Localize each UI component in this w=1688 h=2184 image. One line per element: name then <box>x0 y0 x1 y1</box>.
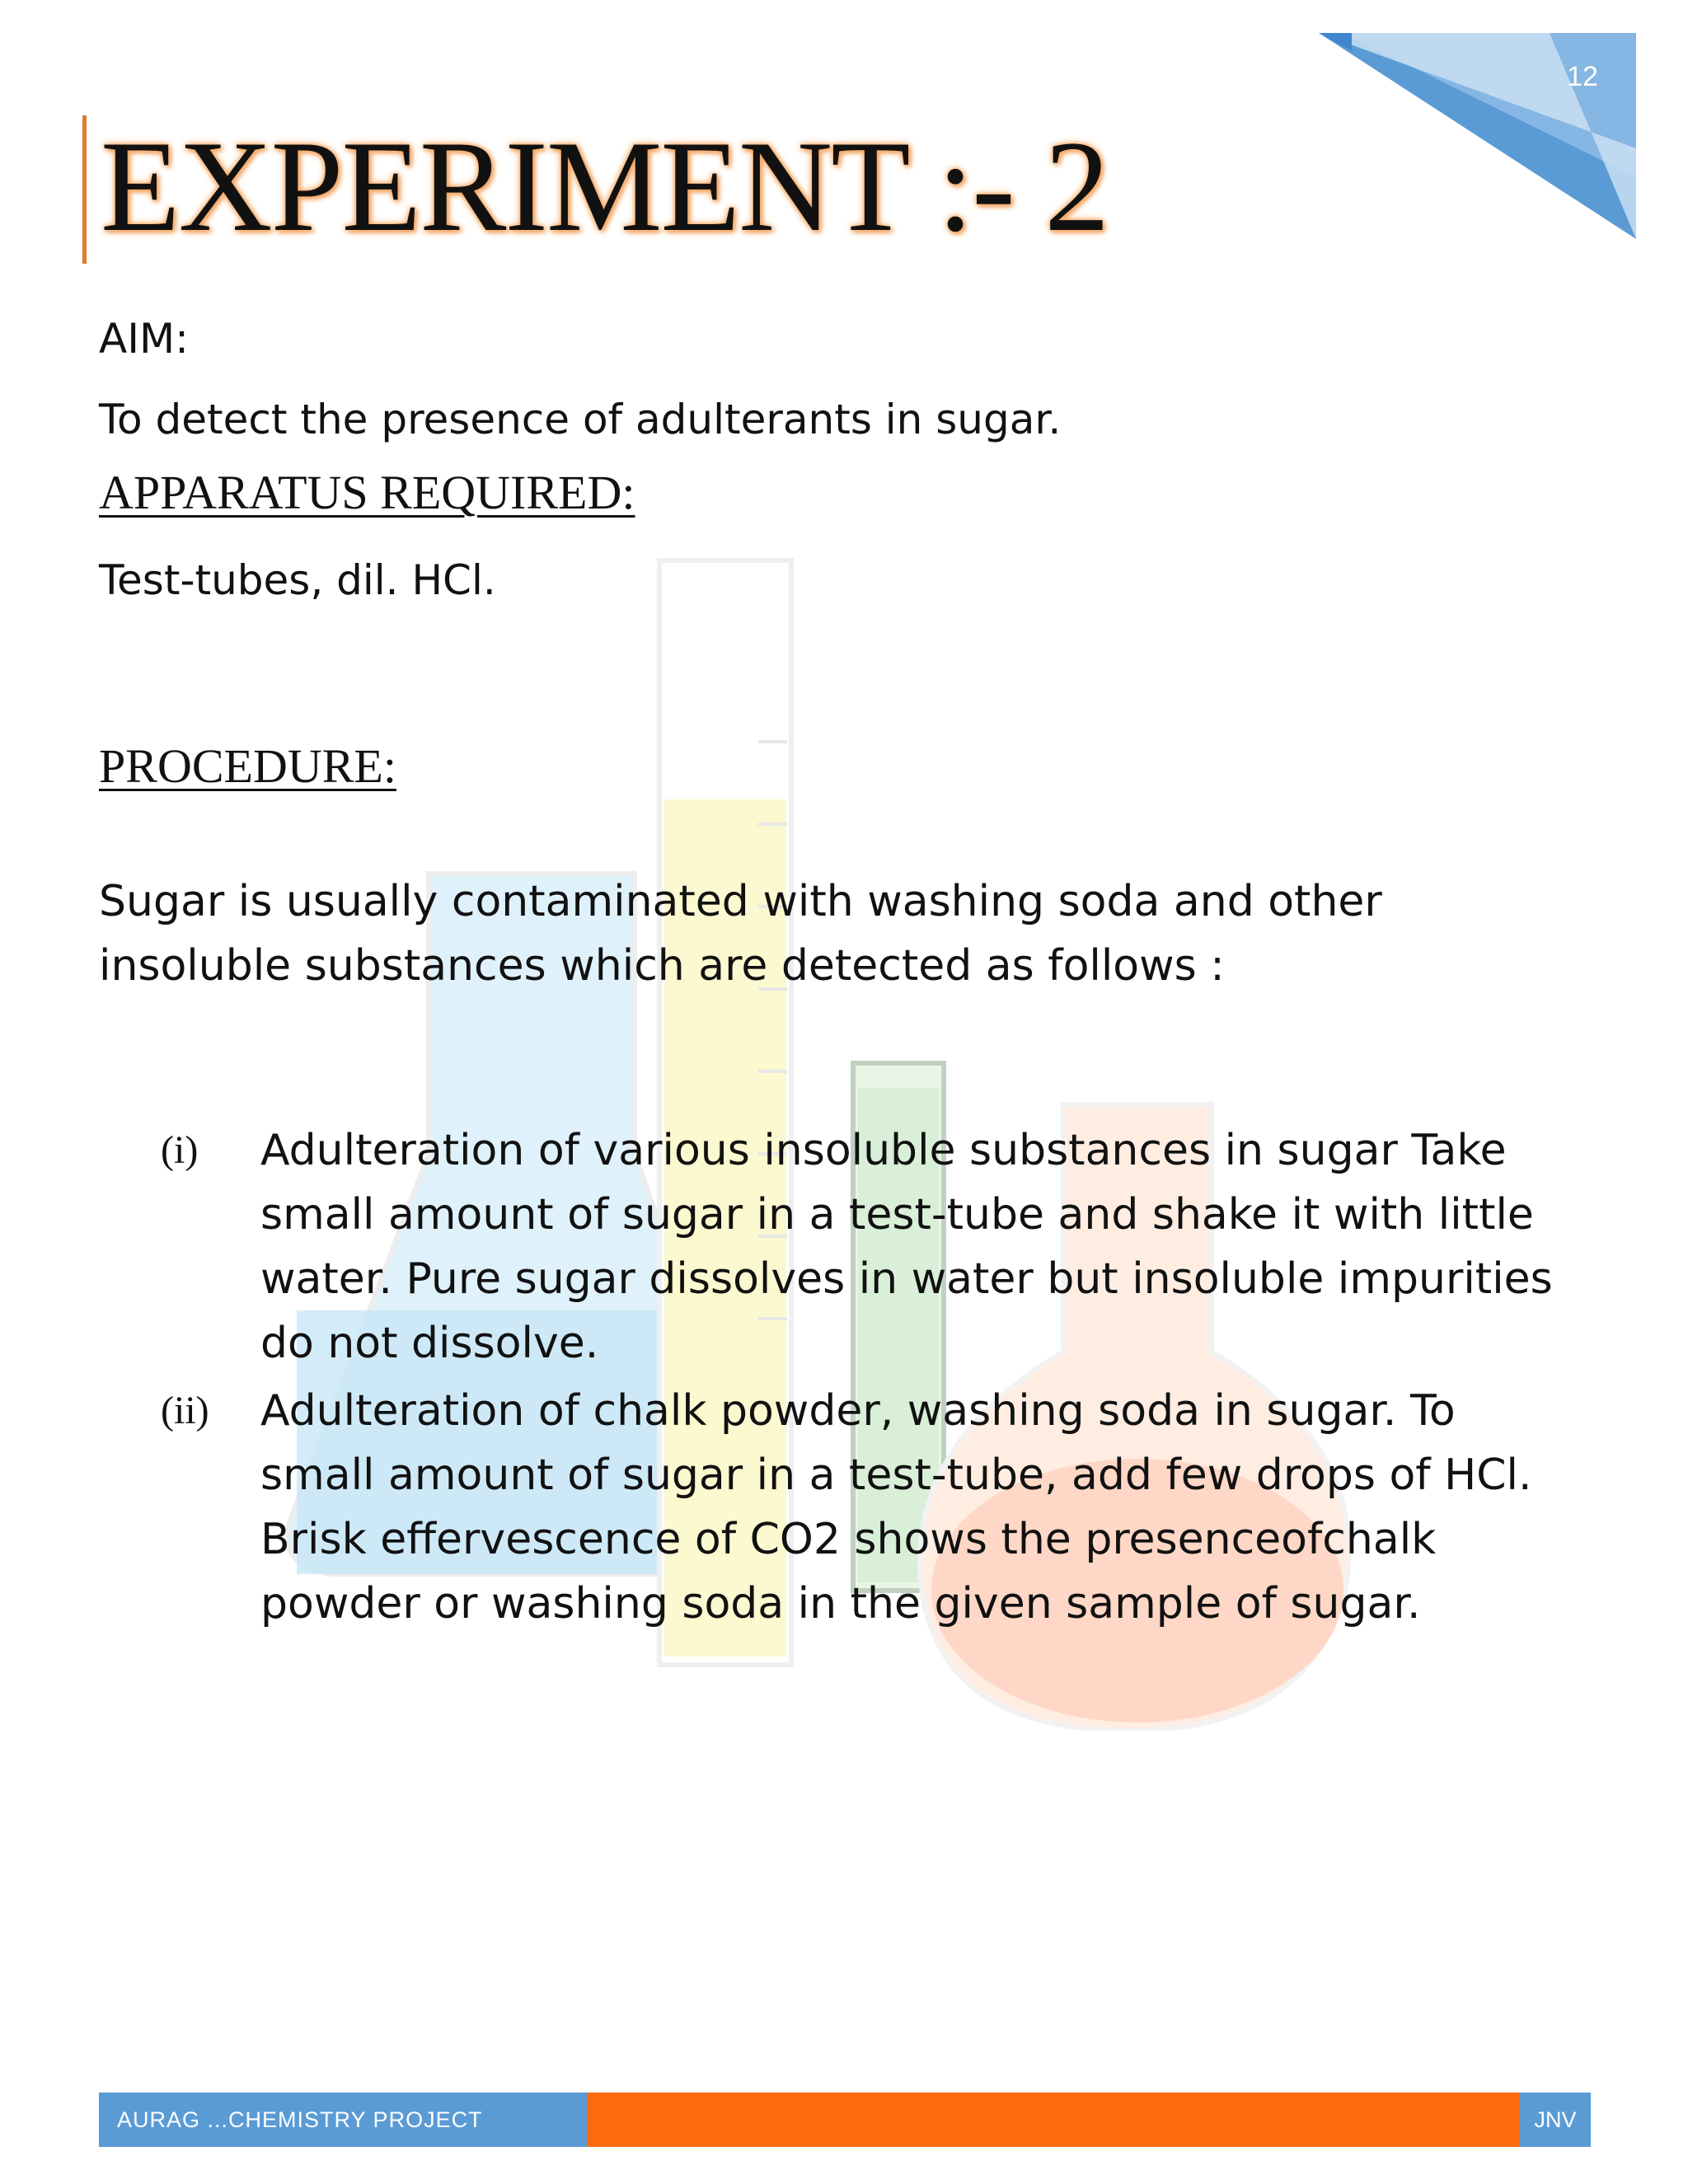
aim-label: AIM: <box>99 315 189 363</box>
procedure-intro: Sugar is usually contaminated with washing soda and other insoluble substances which are detected as follows : <box>99 877 1382 991</box>
footer-school-label: JNV <box>1520 2093 1591 2147</box>
title-accent-bar <box>82 115 87 264</box>
procedure-heading: PROCEDURE: <box>99 739 396 793</box>
page-footer <box>99 2093 1591 2147</box>
list-item-text: Adulteration of various insoluble substances in sugar Take small amount of sugar in a test-tube and shake it with little water. Pure sugar dissolves in water but insoluble impurities do not dissolve. <box>260 1126 1553 1368</box>
footer-accent-band <box>587 2093 1520 2147</box>
list-item-marker: (i) <box>161 1128 199 1172</box>
page-number: 12 <box>1567 61 1598 92</box>
apparatus-text: Test-tubes, dil. HCl. <box>99 556 496 604</box>
apparatus-heading: APPARATUS REQUIRED: <box>99 466 635 519</box>
list-item-marker: (ii) <box>161 1389 209 1432</box>
experiment-title: EXPERIMENT :- 2 <box>101 115 1109 259</box>
aim-text: To detect the presence of adulterants in sugar. <box>99 396 1062 443</box>
footer-project-label: AURAG ...CHEMISTRY PROJECT <box>99 2093 587 2147</box>
list-item-text: Adulteration of chalk powder, washing soda in sugar. To small amount of sugar in a test-tube, add few drops of HCl. Brisk effervescence of CO2 shows the presenceofchalk powder or washing soda in the given sample of sugar. <box>260 1386 1532 1629</box>
